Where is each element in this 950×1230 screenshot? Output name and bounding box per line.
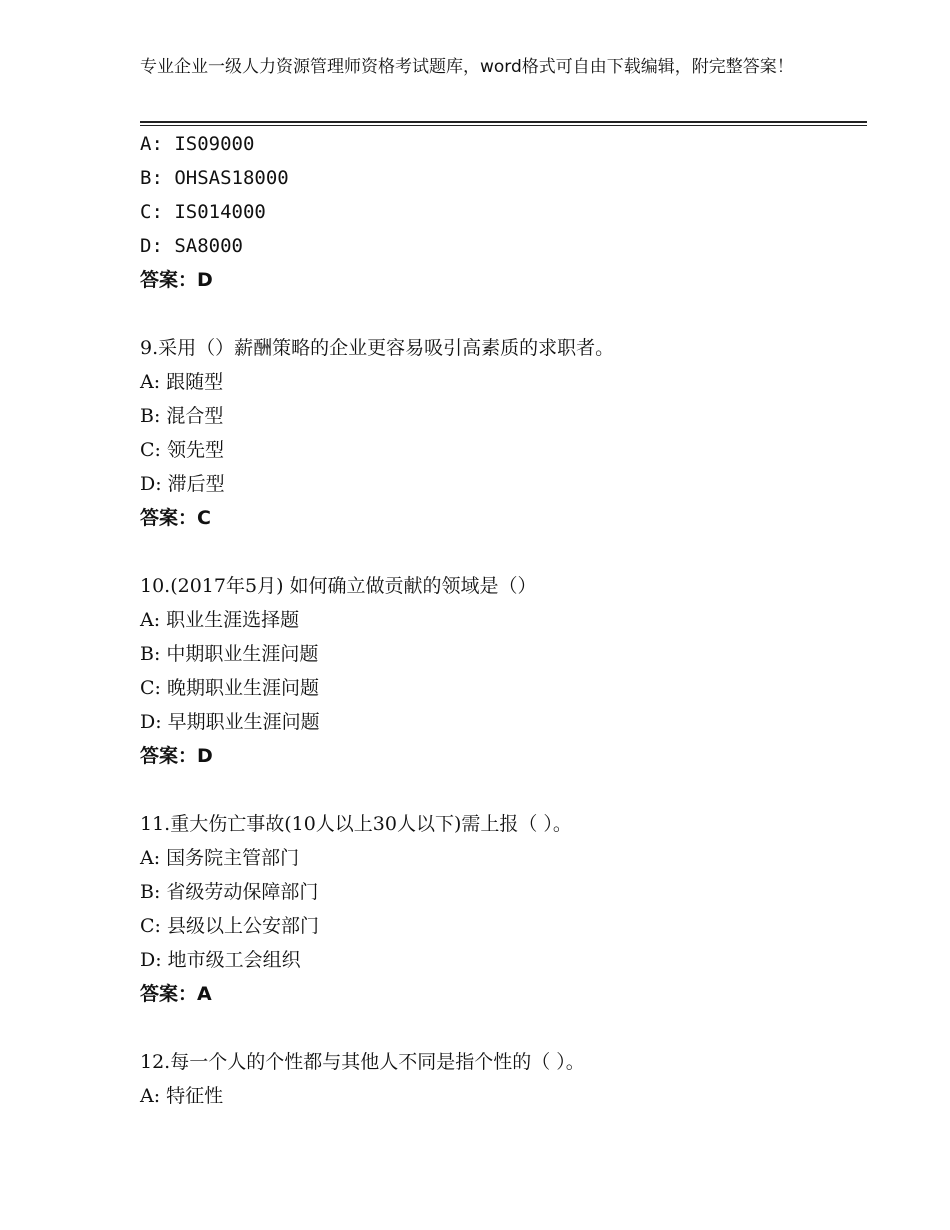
option-a: A: 职业生涯选择题 (140, 609, 300, 631)
option-a: A: 国务院主管部门 (140, 847, 300, 869)
option-d: D: 地市级工会组织 (140, 949, 301, 971)
question-list (140, 127, 867, 1113)
option-a: A: 跟随型 (140, 371, 224, 393)
question-block-12 (140, 1045, 867, 1113)
option-c: C: 领先型 (140, 439, 224, 461)
option-d: D: 早期职业生涯问题 (140, 711, 320, 733)
option-b: B: OHSAS18000 (140, 167, 289, 189)
answer-line: 答案：D (140, 745, 213, 767)
question-text: 9.采用（）薪酬策略的企业更容易吸引高素质的求职者。 (140, 337, 615, 359)
question-block-10 (140, 569, 867, 773)
option-d: D: 滞后型 (140, 473, 225, 495)
answer-line: 答案：C (140, 507, 211, 529)
question-text: 10.(2017年5月) 如何确立做贡献的领域是（） (140, 575, 537, 597)
option-a: A: 特征性 (140, 1085, 224, 1107)
option-c: C: IS014000 (140, 201, 266, 223)
option-c: C: 晚期职业生涯问题 (140, 677, 319, 699)
question-block-11 (140, 807, 867, 1011)
question-block-partial (140, 127, 867, 297)
header-divider-thin (140, 125, 867, 126)
option-d: D: SA8000 (140, 235, 243, 257)
option-c: C: 县级以上公安部门 (140, 915, 319, 937)
header-divider (140, 121, 867, 123)
document-header (140, 56, 820, 79)
question-block-9 (140, 331, 867, 535)
answer-line: 答案：D (140, 269, 213, 291)
option-b: B: 省级劳动保障部门 (140, 881, 319, 903)
option-b: B: 混合型 (140, 405, 224, 427)
option-a: A: IS09000 (140, 133, 255, 155)
question-text: 11.重大伤亡事故(10人以上30人以下)需上报（ ）。 (140, 813, 572, 835)
answer-line: 答案：A (140, 983, 212, 1005)
option-b: B: 中期职业生涯问题 (140, 643, 319, 665)
question-text: 12.每一个人的个性都与其他人不同是指个性的（ ）。 (140, 1051, 585, 1073)
header-title: 专业企业一级人力资源管理师资格考试题库，word格式可自由下载编辑，附完整答案！ (140, 57, 794, 77)
